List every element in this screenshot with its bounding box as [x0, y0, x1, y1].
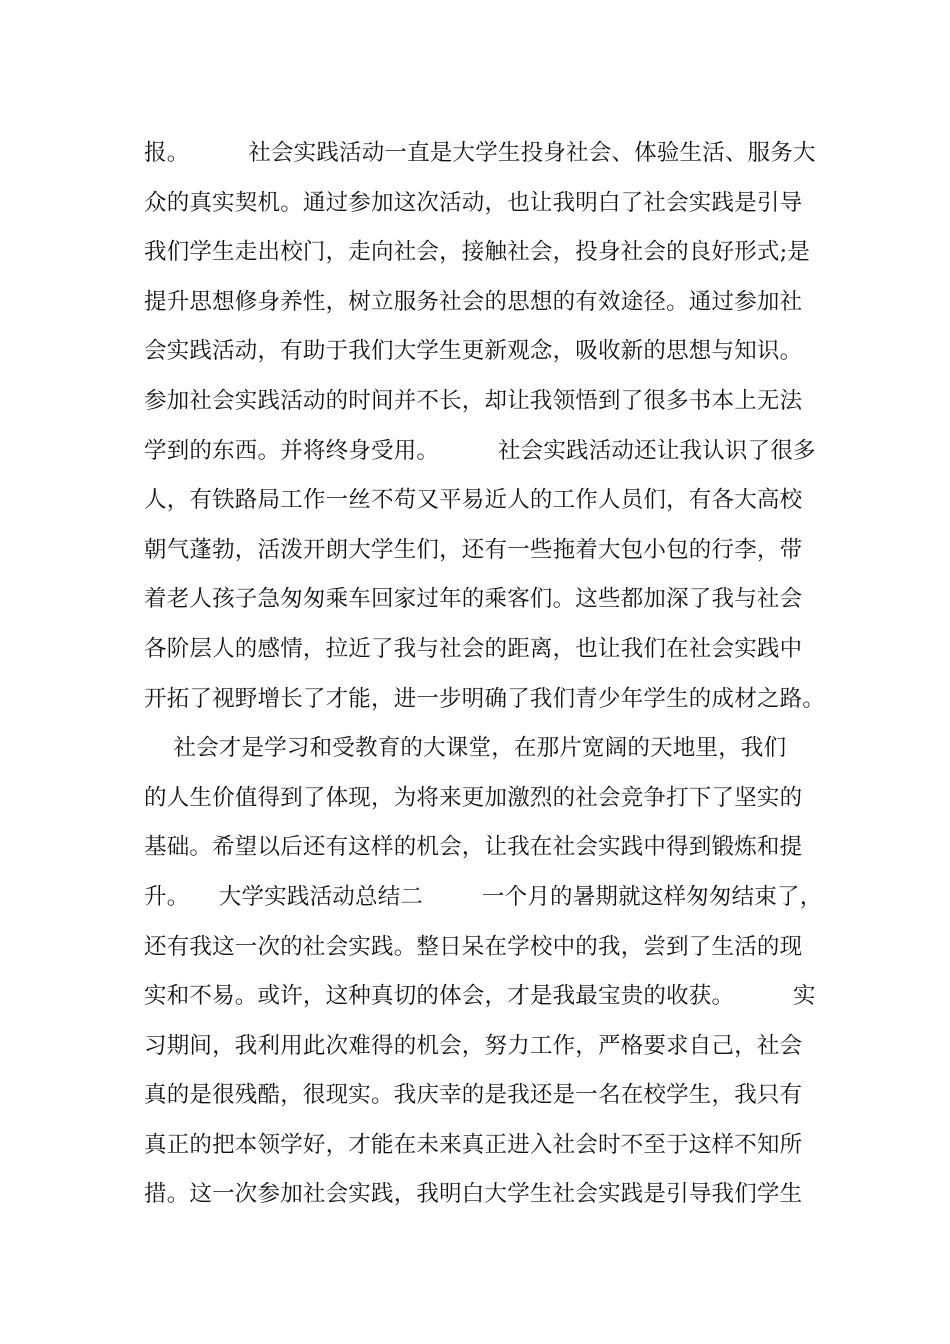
text-line: 基础。希望以后还有这样的机会，让我在社会实践中得到锻炼和提 [144, 834, 803, 861]
body-text [144, 129, 824, 1220]
text-line: 升。 大学实践活动总结二 一个月的暑期就这样匆匆结束了， [144, 883, 823, 910]
text-line: 朝气蓬勃，活泼开朗大学生们，还有一些拖着大包小包的行李，带 [144, 536, 803, 563]
text-line: 会实践活动，有助于我们大学生更新观念，吸收新的思想与知识。 [144, 338, 803, 365]
text-line: 众的真实契机。通过参加这次活动，也让我明白了社会实践是引导 [144, 189, 803, 216]
text-line: 实和不易。或许，这种真切的体会，才是我最宝贵的收获。 实 [144, 983, 816, 1010]
text-line: 社会才是学习和受教育的大课堂，在那片宽阔的天地里，我们 [144, 735, 787, 762]
text-line: 提升思想修身养性，树立服务社会的思想的有效途径。通过参加社 [144, 288, 803, 315]
text-line: 真的是很残酷，很现实。我庆幸的是我还是一名在校学生，我只有 [144, 1082, 803, 1109]
text-line: 开拓了视野增长了才能，进一步明确了我们青少年学生的成材之路。 [144, 685, 826, 712]
text-line: 习期间，我利用此次难得的机会，努力工作，严格要求自己，社会 [144, 1032, 803, 1059]
text-line: 真正的把本领学好，才能在未来真正进入社会时不至于这样不知所 [144, 1131, 803, 1158]
text-line: 我们学生走出校门，走向社会，接触社会，投身社会的良好形式;是 [144, 239, 811, 266]
text-line: 参加社会实践活动的时间并不长，却让我领悟到了很多书本上无法 [144, 387, 803, 414]
text-line: 的人生价值得到了体现，为将来更加激烈的社会竞争打下了坚实的 [144, 784, 803, 811]
text-line: 报。 社会实践活动一直是大学生投身社会、体验生活、服务大 [144, 140, 816, 166]
text-line: 各阶层人的感情，拉近了我与社会的距离，也让我们在社会实践中 [144, 635, 803, 662]
text-line: 学到的东西。并将终身受用。 社会实践活动还让我认识了很多 [144, 437, 816, 464]
text-line: 着老人孩子急匆匆乘车回家过年的乘客们。这些都加深了我与社会 [144, 586, 803, 613]
text-line: 人，有铁路局工作一丝不苟又平易近人的工作人员们，有各大高校 [144, 487, 803, 514]
text-line: 还有我这一次的社会实践。整日呆在学校中的我，尝到了生活的现 [144, 933, 803, 960]
text-line: 措。这一次参加社会实践，我明白大学生社会实践是引导我们学生 [144, 1181, 803, 1208]
